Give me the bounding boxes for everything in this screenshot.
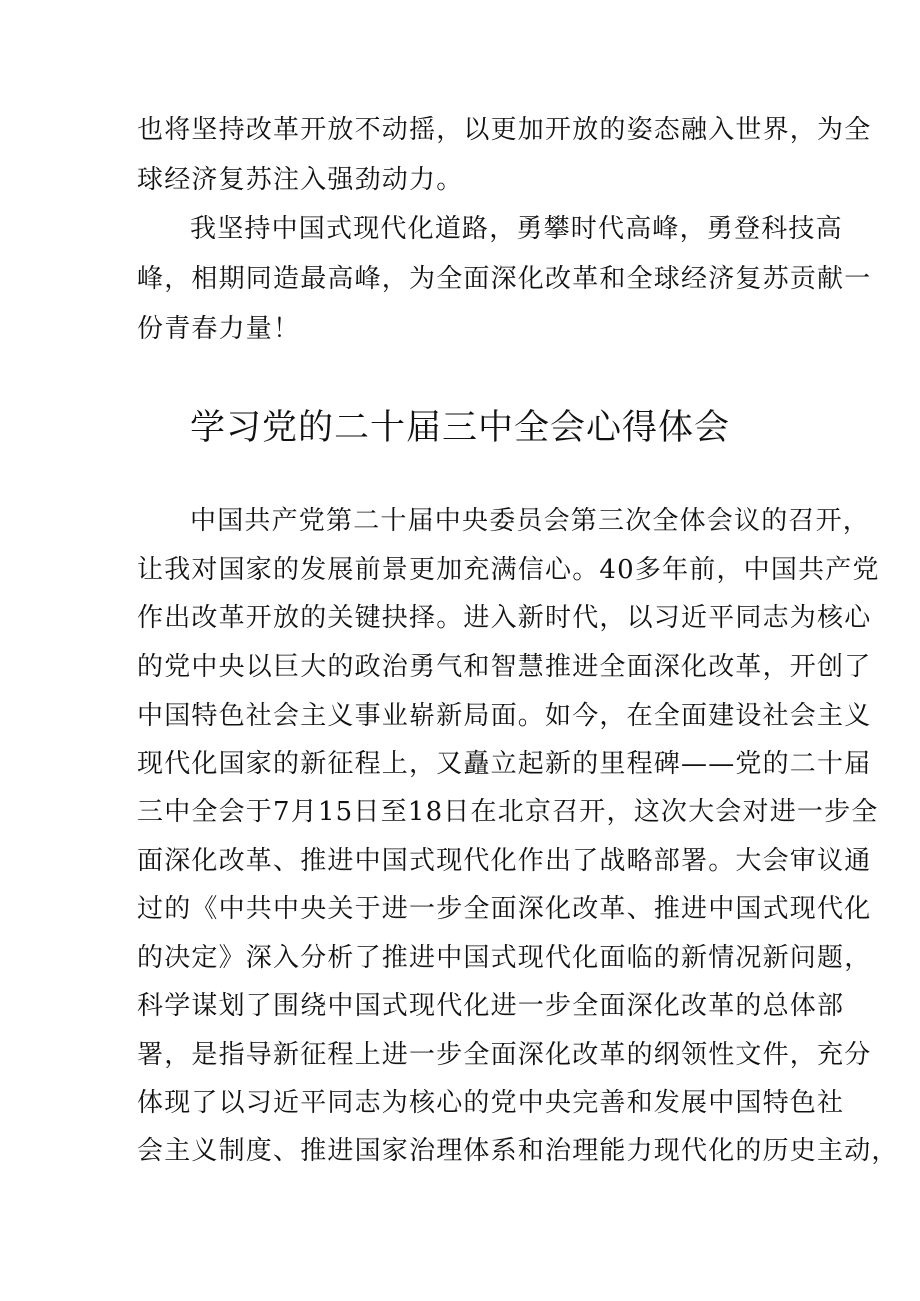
text-line: 峰，相期同造最高峰，为全面深化改革和全球经济复苏贡献一 (137, 264, 872, 294)
text-line: 中国特色社会主义事业崭新局面。如今，在全面建设社会主义 (137, 701, 872, 731)
text-line: 也将坚持改革开放不动摇，以更加开放的姿态融入世界，为全 (137, 115, 872, 145)
section-title: 学习党的二十届三中全会心得体会 (189, 408, 730, 448)
text-line: 的党中央以巨大的政治勇气和智慧推进全面深化改革，开创了 (137, 652, 872, 682)
text-line: 份青春力量！ (137, 314, 301, 344)
text-line: 现代化国家的新征程上，又矗立起新的里程碑——党的二十届 (137, 749, 872, 779)
text-line: 科学谋划了围绕中国式现代化进一步全面深化改革的总体部 (137, 991, 845, 1021)
text-line: 会主义制度、推进国家治理体系和治理能力现代化的历史主动， (137, 1136, 899, 1166)
text-line: 署，是指导新征程上进一步全面深化改革的纲领性文件，充分 (137, 1040, 872, 1070)
text-line: 三中全会于7月15日至18日在北京召开，这次大会对进一步全 (137, 797, 879, 827)
text-line: 中国共产党第二十届中央委员会第三次全体会议的召开， (190, 506, 871, 536)
text-line: 过的《中共中央关于进一步全面深化改革、推进中国式现代化 (137, 894, 872, 924)
text-line: 球经济复苏注入强劲动力。 (137, 165, 464, 195)
text-line: 我坚持中国式现代化道路，勇攀时代高峰，勇登科技高 (190, 214, 843, 244)
text-line: 的决定》深入分析了推进中国式现代化面临的新情况新问题， (137, 943, 872, 973)
text-line: 让我对国家的发展前景更加充满信心。40多年前，中国共产党 (137, 555, 880, 585)
text-line: 体现了以习近平同志为核心的党中央完善和发展中国特色社 (137, 1088, 845, 1118)
text-line: 面深化改革、推进中国式现代化作出了战略部署。大会审议通 (137, 846, 872, 876)
text-line: 作出改革开放的关键抉择。进入新时代，以习近平同志为核心 (137, 603, 872, 633)
